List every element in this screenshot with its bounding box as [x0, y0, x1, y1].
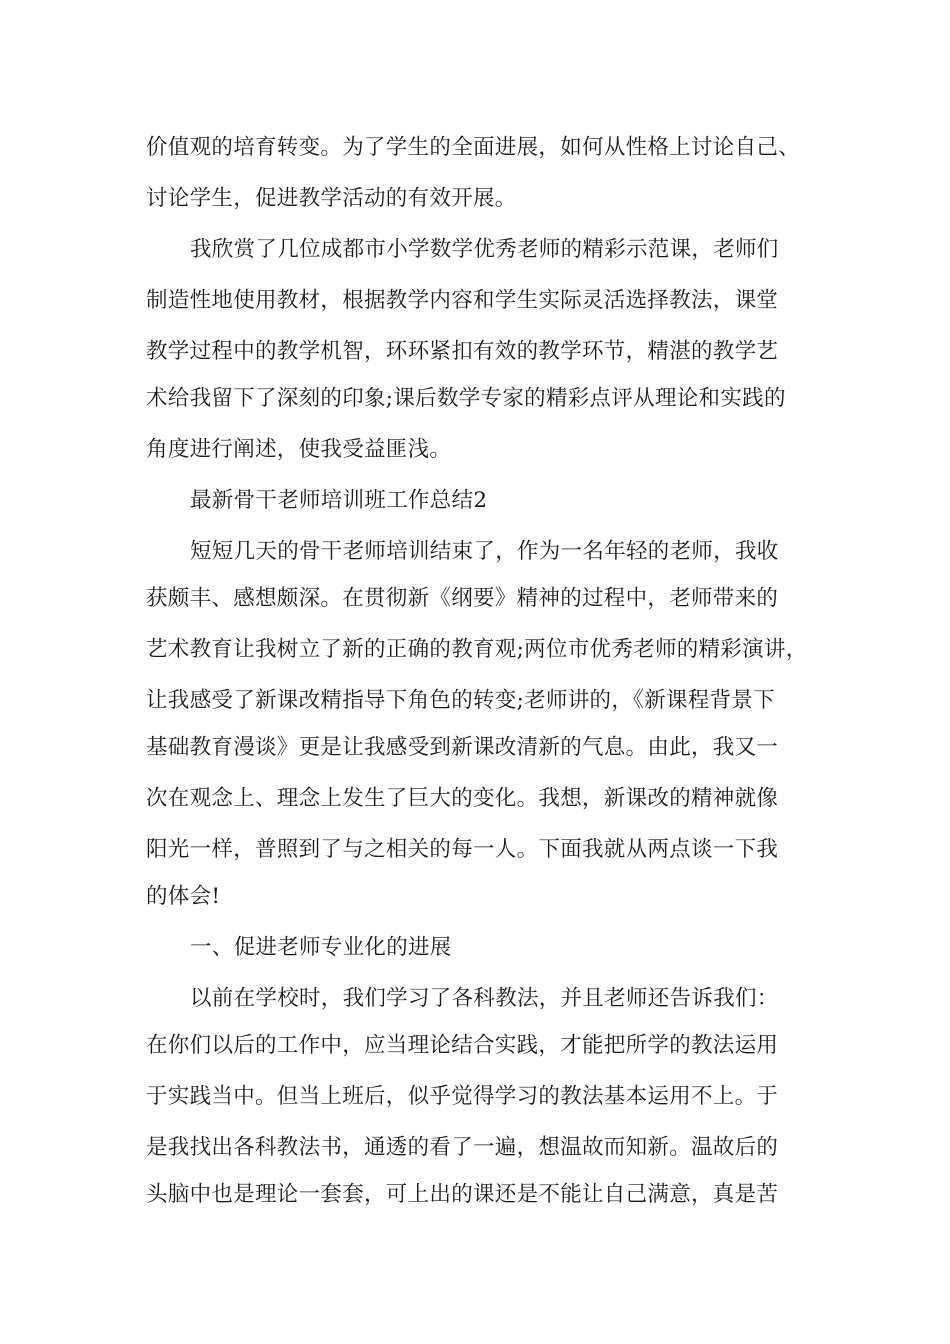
text-line: 头脑中也是理论一套套，可上出的课还是不能让自己满意，真是苦: [146, 1182, 779, 1207]
text-line: 我欣赏了几位成都市小学数学优秀老师的精彩示范课，老师们: [190, 237, 779, 262]
text-line: 价值观的培育转变。为了学生的全面进展，如何从性格上讨论自己、: [146, 135, 801, 160]
text-line: 讨论学生，促进教学活动的有效开展。: [146, 186, 517, 211]
section-heading: 一、促进老师专业化的进展: [190, 935, 452, 960]
text-line: 次在观念上、理念上发生了巨大的变化。我想，新课改的精神就像: [146, 786, 779, 811]
text-line: 教学过程中的教学机智，环环紧扣有效的教学环节，精湛的教学艺: [146, 339, 779, 364]
section-heading: 最新骨干老师培训班工作总结2: [190, 488, 488, 513]
text-line: 阳光一样，普照到了与之相关的每一人。下面我就从两点谈一下我: [146, 837, 779, 862]
text-line: 术给我留下了深刻的印象;课后数学专家的精彩点评从理论和实践的: [146, 386, 786, 411]
text-line: 于实践当中。但当上班后，似乎觉得学习的教法基本运用不上。于: [146, 1084, 779, 1109]
text-line: 角度进行阐述，使我受益匪浅。: [146, 437, 452, 462]
text-line: 的体会!: [146, 884, 221, 909]
text-line: 制造性地使用教材，根据教学内容和学生实际灵活选择教法，课堂: [146, 288, 779, 313]
text-line: 短短几天的骨干老师培训结束了，作为一名年轻的老师，我收: [190, 539, 779, 564]
text-line: 艺术教育让我树立了新的正确的教育观;两位市优秀老师的精彩演讲，: [146, 637, 808, 662]
text-line: 是我找出各科教法书，通透的看了一遍，想温故而知新。温故后的: [146, 1135, 779, 1160]
text-line: 获颇丰、感想颇深。在贯彻新《纲要》精神的过程中，老师带来的: [146, 586, 779, 611]
text-line: 以前在学校时，我们学习了各科教法，并且老师还告诉我们：: [190, 986, 779, 1011]
text-line: 在你们以后的工作中，应当理论结合实践，才能把所学的教法运用: [146, 1033, 779, 1058]
text-line: 让我感受了新课改精指导下角色的转变;老师讲的，《新课程背景下: [146, 688, 775, 713]
text-line: 基础教育漫谈》更是让我感受到新课改清新的气息。由此，我又一: [146, 735, 779, 760]
